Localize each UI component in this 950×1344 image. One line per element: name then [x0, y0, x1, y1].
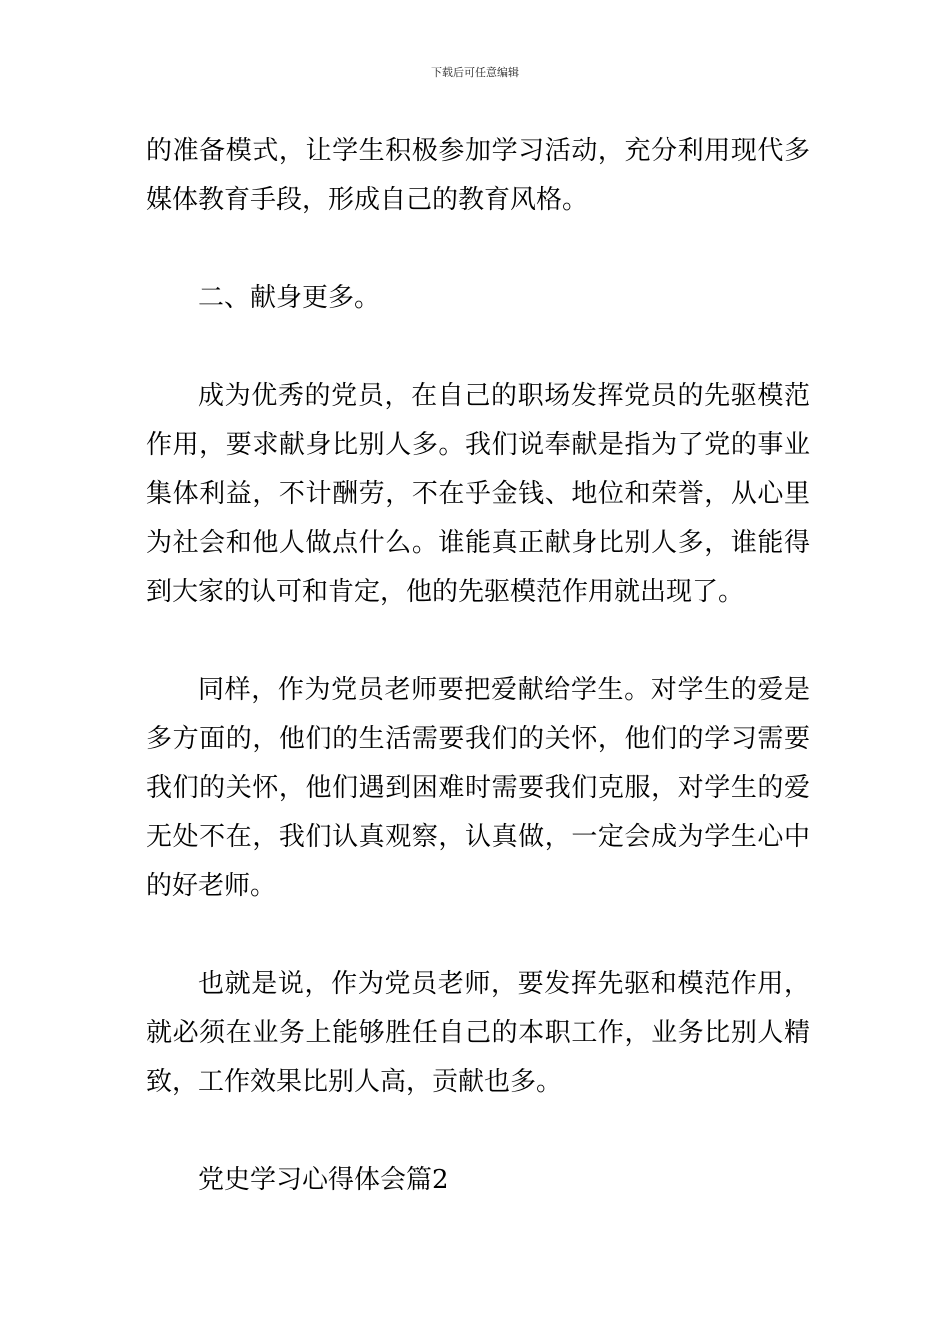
section-heading: 二、献身更多。 [198, 283, 381, 313]
article-title: 党史学习心得体会篇2 [198, 1165, 449, 1195]
paragraph: 成为优秀的党员，在自己的职场发挥党员的先驱模范作用，要求献身比别人多。我们说奉献是指为了党的事业集体利益，不计酬劳，不在乎金钱、地位和荣誉，从心里为社会和他人做点什么。谁能真正献身比别人多，谁能得到大家的认可和肯定，他的先驱模范作用就出现了。 [146, 381, 810, 607]
paragraph: 也就是说，作为党员老师，要发挥先驱和模范作用，就必须在业务上能够胜任自己的本职工作，业务比别人精致，工作效果比别人高，贡献也多。 [146, 969, 810, 1097]
page-header: 下载后可任意编辑 [431, 66, 519, 79]
paragraph-continuation: 的准备模式，让学生积极参加学习活动，充分利用现代多媒体教育手段，形成自己的教育风格。 [146, 136, 810, 215]
paragraph: 同样，作为党员老师要把爱献给学生。对学生的爱是多方面的，他们的生活需要我们的关怀，他们的学习需要我们的关怀，他们遇到困难时需要我们克服，对学生的爱无处不在，我们认真观察，认真做，一定会成为学生心中的好老师。 [146, 675, 810, 901]
document-body [146, 127, 810, 1205]
